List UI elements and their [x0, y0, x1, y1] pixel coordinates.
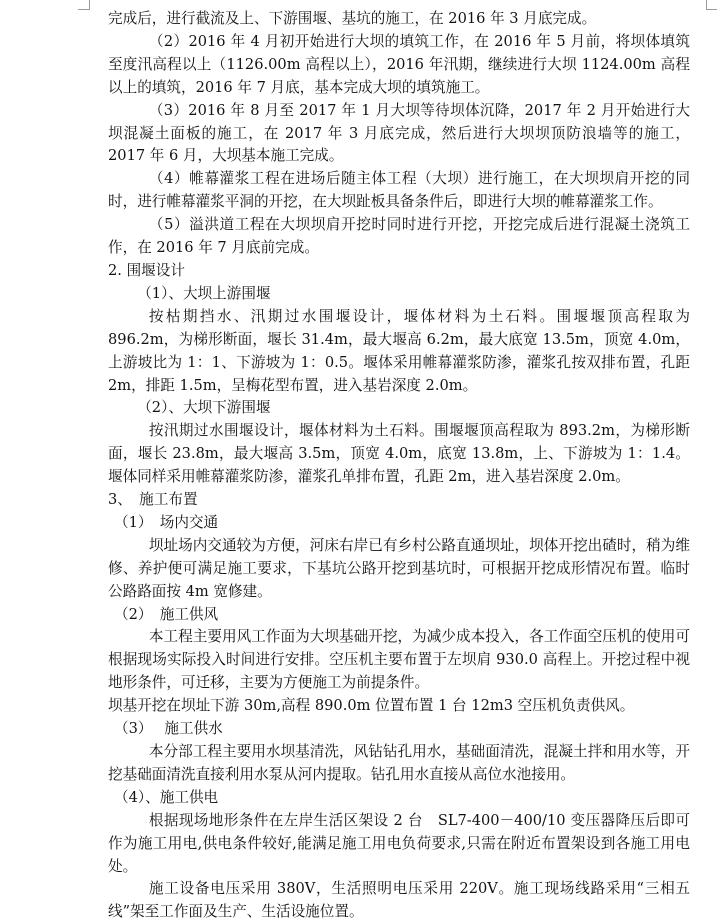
paragraph: 坝基开挖在坝址下游 30m,高程 890.0m 位置布置 1 台 12m3 空压机负责供风。	[108, 697, 635, 715]
document-body	[108, 8, 690, 924]
paragraph: 按枯期挡水、汛期过水围堰设计，堰体材料为土石料。围堰堰顶高程取为 896.2m，为梯形断面，堰长 31.4m，最大堰高 6.2m，最大底宽 13.5m，顶宽 4.0m，上游坡比为 1：1、下游坡为 1：0.5。堰体采用帷幕灌浆防渗，灌浆孔按双排布置，孔距 2m，排距 1.5m，呈梅花型布置，进入基岩深度 2.0m。	[108, 307, 690, 394]
paragraph: 坝址场内交通较为方便，河床右岸已有乡村公路直通坝址，坝体开挖出碴时，稍为维修、养护便可满足施工要求，下基坑公路开挖到基坑时，可根据开挖成形情况布置。临时公路路面按 4m 宽修建。	[108, 536, 690, 600]
paragraph: 施工设备电压采用 380V，生活照明电压采用 220V。施工现场线路采用“三相五线”架至工作面及生产、生活设施位置。	[108, 880, 690, 921]
paragraph: （3）2016 年 8 月至 2017 年 1 月大坝等待坝体沉降，2017 年 2 月开始进行大坝混凝土面板的施工，在 2017 年 3 月底完成，然后进行大坝坝顶防浪墙等的施工，2017 年 6 月，大坝基本施工完成。	[108, 101, 690, 165]
paragraph: 本工程主要用风工作面为大坝基础开挖，为减少成本投入，各工作面空压机的使用可根据现场实际投入时间进行安排。空压机主要布置于左坝肩 930.0 高程上。开挖过程中视地形条件，可迁移，主要为方便施工为前提条件。	[108, 628, 690, 692]
subsection-heading: （3） 施工供水	[114, 720, 223, 738]
paragraph: 根据现场地形条件在左岸生活区架设 2 台 SL7-400－400/10 变压器降压后即可作为施工用电,供电条件较好,能满足施工用电负荷要求,只需在附近布置架设到各施工用电处。	[108, 811, 690, 875]
paragraph: 完成后，进行截流及上、下游围堰、基坑的施工，在 2016 年 3 月底完成。	[108, 10, 597, 27]
paragraph: （2）2016 年 4 月初开始进行大坝的填筑工作，在 2016 年 5 月前，将坝体填筑至度汛高程以上（1126.00m 高程以上），2016 年汛期，继续进行大坝 1124.00m 高程以上的填筑，2016 年 7 月底，基本完成大坝的填筑施工。	[108, 32, 690, 96]
paragraph: （5）溢洪道工程在大坝坝肩开挖时同时进行开挖，开挖完成后进行混凝土浇筑工作，在 2016 年 7 月底前完成。	[108, 216, 690, 257]
paragraph: 本分部工程主要用水坝基清洗，风钻钻孔用水，基础面清洗，混凝土拌和用水等，开挖基础面清洗直接利用水泵从河内提取。钻孔用水直接从高位水池接用。	[108, 743, 690, 783]
section-heading: 3、 施工布置	[108, 491, 198, 509]
paragraph: （4）帷幕灌浆工程在进场后随主体工程（大坝）进行施工，在大坝坝肩开挖的同时，进行帷幕灌浆平洞的开挖，在大坝趾板具备条件后，即进行大坝的帷幕灌浆工作。	[108, 170, 690, 211]
margin-mark-left-h	[78, 9, 90, 10]
subsection-heading: （2） 施工供风	[114, 605, 219, 623]
margin-mark-right-h	[706, 9, 717, 10]
paragraph: 按汛期过水围堰设计，堰体材料为土石料。围堰堰顶高程取为 893.2m，为梯形断面，堰长 23.8m，最大堰高 3.5m，顶宽 4.0m，底宽 13.8m，上、下游坡为 1：1.4。堰体同样采用帷幕灌浆防渗，灌浆孔单排布置，孔距 2m，进入基岩深度 2.0m。	[108, 422, 690, 486]
subsection-heading: （1） 场内交通	[114, 513, 219, 531]
subsection-heading: （2）、大坝下游围堰	[137, 399, 271, 417]
subsection-heading: （1）、大坝上游围堰	[137, 284, 271, 302]
section-heading: 2. 围堰设计	[108, 261, 185, 279]
subsection-heading: （4）、施工供电	[114, 788, 219, 806]
